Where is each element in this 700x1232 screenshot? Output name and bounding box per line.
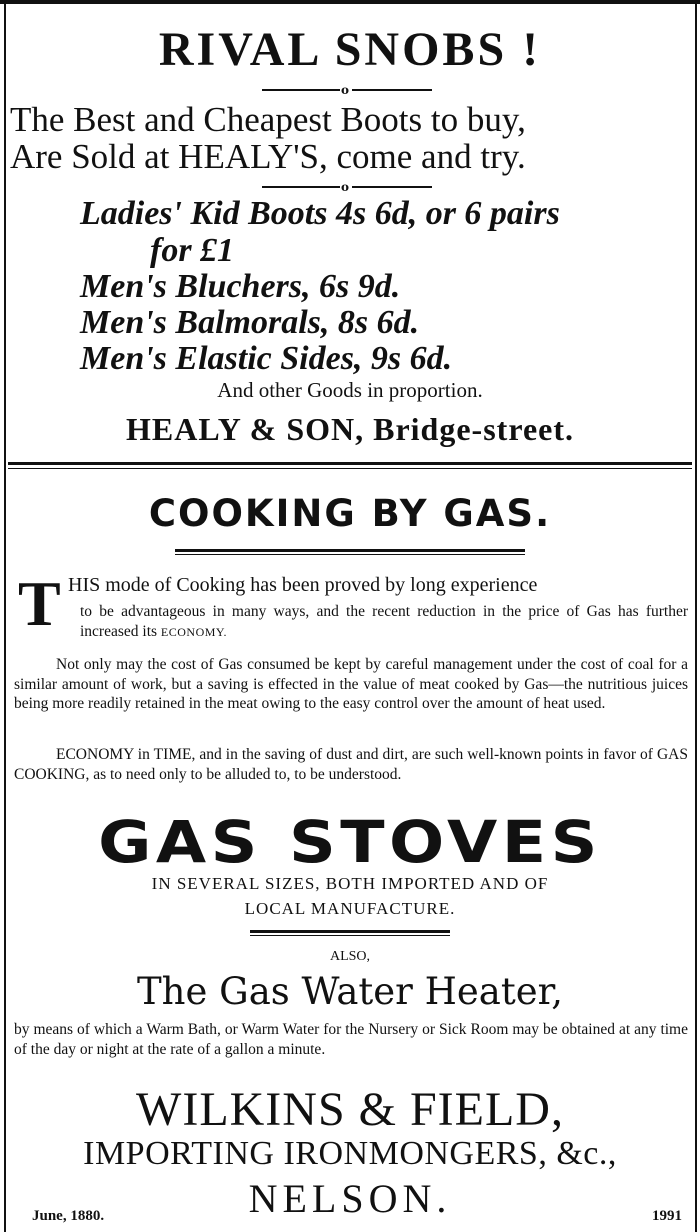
drop-cap: T: [18, 568, 61, 639]
cooking-by-gas-title: COOKING BY GAS.: [148, 492, 552, 535]
left-border: [4, 0, 6, 1232]
separator-rule-right: [352, 89, 432, 91]
footer-number: 1991: [652, 1208, 682, 1224]
cooking-title-rule: [175, 549, 525, 555]
gas-stoves-title: GAS STOVES: [98, 808, 602, 876]
offer-mens-elastic-sides: Men's Elastic Sides, 9s 6d.: [80, 340, 453, 377]
para2: Not only may the cost of Gas consumed be kept by careful management under the cost of coal for a similar amount of work, but a saving is effected in the value of meat cooked by Gas—the nutritious juices being more readily retained in the meat owing to the easy control over the amount of heat used.: [14, 656, 688, 712]
healy-vendor: HEALY & SON, Bridge-street.: [125, 411, 574, 447]
stoves-sizes-line-2: LOCAL MANUFACTURE.: [244, 899, 456, 918]
para1-rest-text: to be advantageous in many ways, and the recent reduction in the price of Gas has further increased its: [80, 603, 688, 640]
footer-date: June, 1880.: [32, 1208, 105, 1224]
offer-mens-balmorals: Men's Balmorals, 8s 6d.: [80, 304, 420, 341]
offer-ladies-kid-boots: Ladies' Kid Boots 4s 6d, or 6 pairs: [80, 195, 560, 232]
para3: ECONOMY in TIME, and in the saving of dust and dirt, are such well-known points in favor of GAS COOKING, as to need only to be alluded to, to be understood.: [14, 746, 688, 783]
separator-mark-2: o: [341, 180, 350, 194]
separator-mark: o: [341, 83, 350, 97]
jingle-line-1: The Best and Cheapest Boots to buy,: [10, 100, 526, 139]
para1-rest: [80, 602, 688, 642]
nelson-town: NELSON.: [248, 1176, 452, 1221]
separator-rule-left: [262, 89, 340, 91]
also-label: ALSO,: [329, 949, 371, 964]
top-border: [0, 0, 700, 4]
para1-economy: ECONOMY.: [160, 624, 228, 639]
stoves-sizes-line-1: IN SEVERAL SIZES, BOTH IMPORTED AND OF: [151, 874, 549, 893]
para1-first-line: HIS mode of Cooking has been proved by long experience: [68, 574, 538, 596]
other-goods-note: And other Goods in proportion.: [217, 378, 483, 402]
separator-rule-left-2: [262, 186, 340, 188]
jingle-line-2: Are Sold at HEALY'S, come and try.: [10, 137, 526, 176]
right-border: [695, 0, 697, 1232]
offer-mens-bluchers: Men's Bluchers, 6s 9d.: [80, 268, 401, 305]
water-heater-title: The Gas Water Heater,: [137, 970, 563, 1013]
offer-ladies-continued: for £1: [150, 232, 235, 269]
rival-snobs-title: RIVAL SNOBS !: [158, 23, 542, 76]
separator-rule-right-2: [352, 186, 432, 188]
section-divider: [8, 462, 692, 469]
wilkins-field-vendor: WILKINS & FIELD,: [136, 1083, 564, 1136]
water-heater-description: by means of which a Warm Bath, or Warm Water for the Nursery or Sick Room may be obtained at any time of the day or night at the rate of a gallon a minute.: [14, 1021, 688, 1058]
importing-ironmongers: IMPORTING IRONMONGERS, &c.,: [83, 1135, 617, 1172]
stoves-rule: [250, 930, 450, 936]
